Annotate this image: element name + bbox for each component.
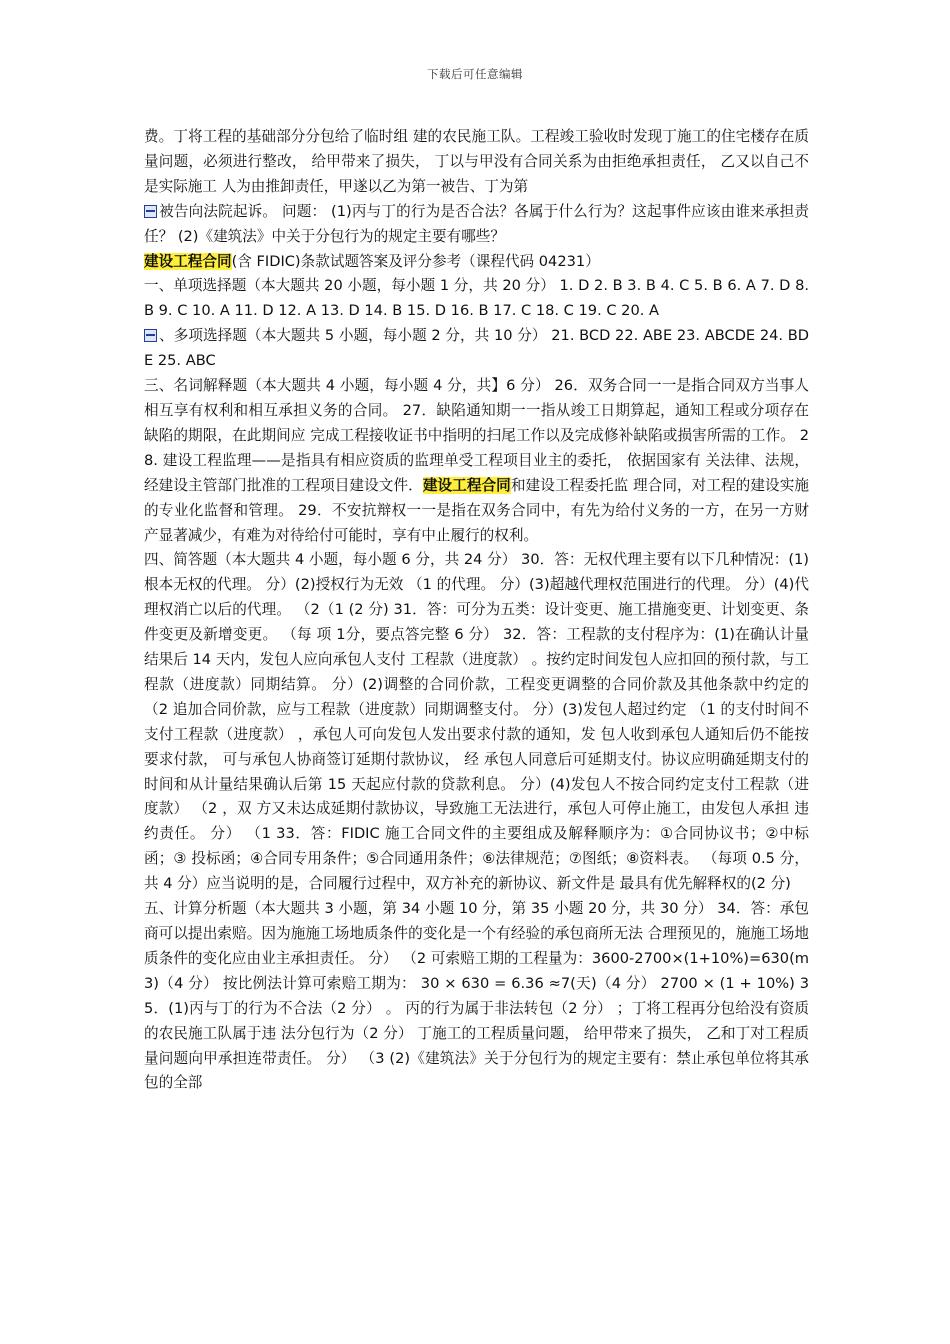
page-header: 下载后可任意编辑 (427, 67, 523, 81)
paragraph-term-explanation (144, 374, 809, 548)
character-box-icon (144, 205, 157, 218)
paragraph-text: 三、名词解释题（本大题共 4 小题，每小题 4 分，共】6 分） 26．双务合同一一是指合同双方当事人相互享有权利和相互承担义务的合同。 27．缺陷通知期一一指从竣工日期算起，通知工程或分项存在缺陷的期限，在此期间应 完成工程接收证书中指明的扫尾工作以及完成修补缺陷或损害所需的工作。 28. 建设工程监理——是指具有相应资质的监理单受工程项目业主的委托， 依据国家有 关法律、法规，经建设主管部门批准的工程项目建设文件． (144, 377, 809, 494)
paragraph-case-intro (144, 125, 809, 200)
paragraph-text: 和建设工程委托监 理合同，对工程的建设实施的专业化监督和管理。 29．不安抗辩权一一是指在双务合同中，有先为给付义务的一方，在另一方财产显著减少，有难为对待给付可能时，享有中止履行的权利。 (144, 476, 809, 544)
paragraph-text: 四、简答题（本大题共 4 小题，每小题 6 分，共 24 分） 30．答：无权代理主要有以下几种情况：(1)根本无权的代理。 分）(2)授权行为无效 （1 的代理。 分）(3)超越代理权范围进行的代理。 分）(4)代理权消亡以后的代理。 （2（1 (2 分) 31．答：可分为五类：设计变更、施工措施变更、计划变更、条件变更及新增变更。 （每 项 1分，要点答完整 6 分） 32．答：工程款的支付程序为：(1)在确认计量结果后 14 天内，发包人应向承包人支付 工程款（进度款） 。按约定时间发包人应扣回的预付款，与工程款（进度款）同期结算。 分）(2)调整的合同价款，工程变更调整的合同价款及其他条款中约定的 （2 追加合同价款，应与工程款（进度款）同期调整支付。 分）(3)发包人超过约定 （1 的支付时间不支付工程款（进度款） ，承包人可向发包人发出要求付款的通知，发 包人收到承包人通知后仍不能按要求付款， 可与承包人协商签订延期付款协议， 经 承包人同意后可延期支付。协议应明确延期支付的时间和从计量结果确认后第 15 天起应付款的贷款利息。 分）(4)发包人不按合同约定支付工程款（进度款） （2 ，双 方又未达成延期付款协议，导致施工无法进行，承包人可停止施工，由发包人承担 违约责任。 分） （1 33．答：FIDIC 施工合同文件的主要组成及解释顺序为：①合同协议书；②中标函；③ 投标函；④合同专用条件；⑤合同通用条件；⑥法律规范；⑦图纸；⑧资料表。 （每项 0.5 分，共 4 分）应当说明的是，合同履行过程中，双方补充的新协议、新文件是 最具有优先解释权的(2 分) (144, 551, 809, 893)
highlight-keyword: 建设工程合同 (422, 476, 511, 494)
highlight-keyword: 建设工程合同 (144, 252, 232, 270)
paragraph-text: 五、计算分析题（本大题共 3 小题，第 34 小题 10 分，第 35 小题 20 分，共 30 分） 34．答：承包商可以提出索赔。因为施施工场地质条件的变化是一个有经验的承包商所无法 合理预见的，施施工场地质条件的变化应由业主承担责任。 分） （2 可索赔工期的工程量为：3600-2700×(1+10%)=630(m3)（4 分） 按比例法计算可索赔工期为： 30 × 630 = 6.36 ≈7(天)（4 分） 2700 × (1 + 10%) 35．(1)丙与丁的行为不合法（2 分） 。 丙的行为属于非法转包（2 分） ；丁将工程再分包给没有资质的农民施工队属于违 法分包行为（2 分） 丁施工的工程质量问题， 给甲带来了损失， 乙和丁对工程质量问题向甲承担连带责任。 分） （3 (2)《建筑法》关于分包行为的规定主要有：禁止承包单位将其承包的全部 (144, 900, 809, 1092)
paragraph-text: 被告向法院起诉。 问题： (1)丙与丁的行为是否合法？各属于什么行为？这起事件应该由谁来承担责任？ (2)《建筑法》中关于分包行为的规定主要有哪些？ (144, 202, 809, 245)
character-box-icon (144, 329, 157, 342)
paragraph-calculation-analysis (144, 897, 809, 1096)
paragraph-multiple-choice (144, 324, 809, 374)
paragraph-text: 一、单项选择题（本大题共 20 小题，每小题 1 分，共 20 分） 1. D 2. B 3. B 4. C 5. B 6. A 7. D 8. B 9. C 10. A 11. D 12. A 13. D 14. B 15. D 16. B 17. C 18. C 19. C 20. A (144, 277, 809, 320)
paragraph-answer-title (144, 250, 809, 275)
paragraph-text: 费。丁将工程的基础部分分包给了临时组 建的农民施工队。工程竣工验收时发现丁施工的住宅楼存在质量问题，必须进行整改， 给甲带来了损失， 丁以与甲没有合同关系为由拒绝承担责任， 乙又以自己不是实际施工 人为由推卸责任，甲遂以乙为第一被告、丁为第 (144, 128, 809, 195)
paragraph-text: 、多项选择题（本大题共 5 小题，每小题 2 分，共 10 分） 21. BCD 22. ABE 23. ABCDE 24. BDE 25. ABC (144, 327, 809, 370)
document-body (144, 125, 809, 1096)
paragraph-single-choice (144, 274, 809, 324)
paragraph-short-answer (144, 548, 809, 897)
paragraph-text: (含 FIDIC)条款试题答案及评分参考（课程代码 04231） (231, 252, 600, 270)
paragraph-case-question (144, 200, 809, 250)
